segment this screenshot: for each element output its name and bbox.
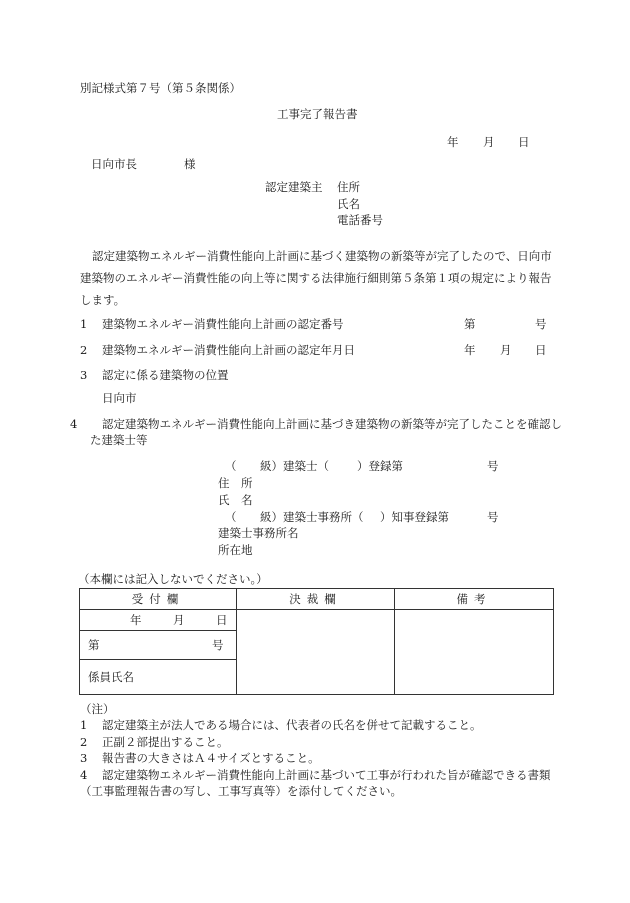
- cert-number-suffix: 号: [535, 317, 547, 331]
- office-location-label: 所在地: [218, 543, 253, 557]
- note-number: 3: [80, 751, 88, 765]
- applicant-address-label: 住所: [337, 180, 360, 194]
- note-text: 正副２部提出すること。: [102, 735, 229, 749]
- architect-registration-suffix: 号: [487, 459, 499, 473]
- item-4: [70, 416, 564, 448]
- remarks-cell: [395, 610, 554, 695]
- item-label: 建築物エネルギー消費性能向上計画の認定番号: [102, 317, 344, 331]
- building-location: 日向市: [102, 391, 137, 405]
- note-number: 4: [80, 768, 88, 782]
- applicant-name-label: 氏名: [337, 197, 360, 211]
- item-label: 認定建築物エネルギー消費性能向上計画に基づき建築物の新築等が完了したことを確認した建築士等: [90, 417, 562, 447]
- receipt-number-suffix: 号: [212, 638, 224, 652]
- office-registration-suffix: 号: [487, 510, 499, 524]
- item-3: [80, 367, 554, 383]
- item-number: 2: [80, 343, 88, 357]
- item-number: 4: [70, 417, 78, 431]
- item-number: 1: [80, 317, 88, 331]
- office-registration-label: ）知事登録第: [380, 510, 449, 524]
- architect-registration-label: ）登録第: [357, 459, 403, 473]
- cert-date-year: 年: [464, 343, 476, 357]
- office-name-label: 建築士事務所名: [218, 526, 299, 540]
- office-use-table: [79, 588, 554, 695]
- header-remarks: 備考: [395, 589, 554, 610]
- receipt-number-cell: [80, 631, 237, 660]
- staff-name-label: 係員氏名: [88, 670, 134, 684]
- applicant-phone-label: 電話番号: [337, 213, 383, 227]
- document-title: 工事完了報告書: [277, 107, 358, 121]
- architect-name-label: 氏 名: [218, 493, 253, 507]
- note-text: 認定建築物エネルギー消費性能向上計画に基づいて工事が行われた旨が確認できる書類（工事監理報告書の写し、工事写真等）を添付してください。: [80, 768, 551, 798]
- receipt-day: 日: [216, 613, 228, 627]
- item-label: 認定に係る建築物の位置: [102, 368, 229, 382]
- note-text: 認定建築主が法人である場合には、代表者の氏名を併せて記載すること。: [102, 718, 482, 732]
- note-1: [80, 717, 554, 733]
- receipt-date-cell: [80, 610, 237, 631]
- date-year-label: 年: [447, 135, 459, 149]
- architect-grade-open: （: [225, 459, 237, 473]
- architect-grade-label: 級）建築士（: [260, 459, 329, 473]
- addressee-name: 日向市長: [91, 157, 137, 171]
- applicant-role: 認定建築主: [265, 180, 323, 194]
- date-month-label: 月: [483, 135, 495, 149]
- header-approval: 決裁欄: [237, 589, 395, 610]
- receipt-number-prefix: 第: [88, 638, 100, 652]
- note-4: [80, 767, 554, 799]
- architect-address-label: 住 所: [218, 476, 253, 490]
- staff-name-cell: [80, 660, 237, 695]
- item-2: [80, 342, 554, 358]
- date-day-label: 日: [518, 135, 530, 149]
- body-paragraph: 認定建築物エネルギー消費性能向上計画に基づく建築物の新築等が完了したので、日向市建築物のエネルギー消費性能の向上等に関する法律施行細則第５条第１項の規定により報告します。: [80, 249, 552, 307]
- receipt-month: 月: [173, 613, 185, 627]
- office-grade-open: （: [225, 510, 237, 524]
- cert-number-prefix: 第: [464, 317, 476, 331]
- office-use-caption: （本欄には記入しないでください。）: [78, 572, 268, 586]
- item-1: [80, 316, 554, 332]
- note-text: 報告書の大きさはＡ４サイズとすること。: [102, 751, 320, 765]
- note-number: 2: [80, 735, 88, 749]
- cert-date-month: 月: [500, 343, 512, 357]
- item-label: 建築物エネルギー消費性能向上計画の認定年月日: [102, 343, 355, 357]
- note-3: [80, 750, 554, 766]
- header-receipt: 受付欄: [80, 589, 237, 610]
- item-number: 3: [80, 368, 88, 382]
- approval-cell: [237, 610, 395, 695]
- receipt-year: 年: [130, 613, 142, 627]
- note-2: [80, 734, 554, 750]
- notes-heading: （注）: [80, 702, 115, 716]
- form-number: 別記様式第７号（第５条関係）: [80, 81, 241, 95]
- cert-date-day: 日: [535, 343, 547, 357]
- office-grade-label: 級）建築士事務所（: [260, 510, 364, 524]
- addressee-suffix: 様: [184, 157, 196, 171]
- note-number: 1: [80, 718, 88, 732]
